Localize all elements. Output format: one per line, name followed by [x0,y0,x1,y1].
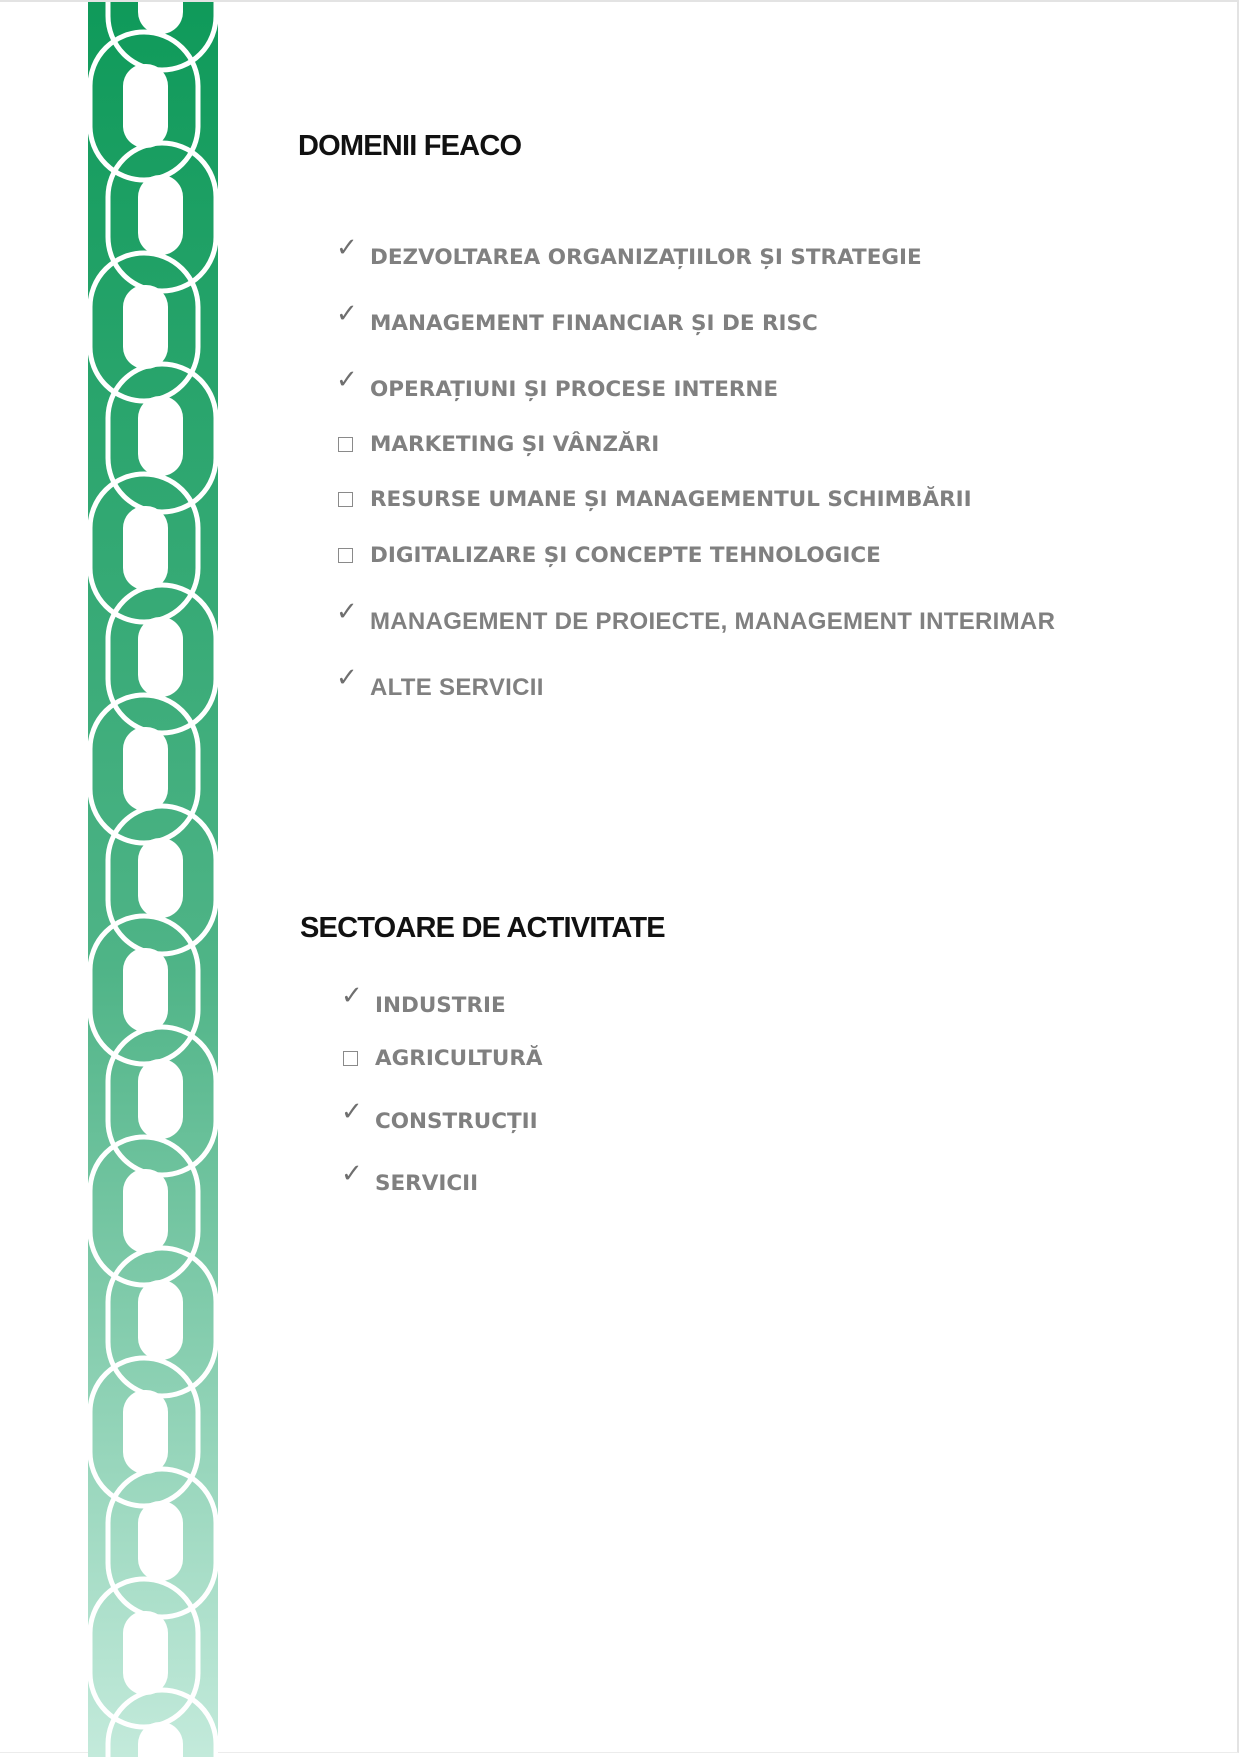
chain-link-hole [138,175,183,255]
list-item-label: DIGITALIZARE ȘI CONCEPTE TEHNOLOGICE [370,543,881,568]
list-item-label: MANAGEMENT FINANCIAR ȘI DE RISC [370,311,818,336]
chain-link-hole [123,948,168,1032]
list-item [336,311,818,337]
list-item-label: INDUSTRIE [375,993,506,1018]
chain-link-hole [123,1390,168,1474]
list-item-label: MARKETING ȘI VÂNZĂRI [370,432,660,457]
chain-link-hole [138,1059,183,1139]
decorative-chain-border [86,2,220,1757]
list-item [336,245,922,271]
check-icon [336,245,370,271]
check-icon [341,1171,375,1197]
list-item [341,993,506,1019]
list-item-label: CONSTRUCȚII [375,1109,538,1134]
list-item [341,1046,543,1072]
list-item-label: DEZVOLTAREA ORGANIZAȚIILOR ȘI STRATEGIE [370,245,922,270]
chain-link-hole [123,285,168,369]
list-item [336,543,881,569]
list-item-label: ALTE SERVICII [370,674,544,701]
chain-link-hole [138,396,183,476]
list-item [336,675,544,701]
empty-checkbox-icon [336,487,370,513]
list-item-label: SERVICII [375,1171,479,1196]
check-icon [341,1109,375,1135]
check-icon [336,675,370,701]
chain-link-hole [138,838,183,918]
empty-checkbox-icon [336,543,370,569]
list-item [341,1109,538,1135]
chain-link-hole [123,1611,168,1695]
check-icon [336,609,370,635]
chain-link-hole [138,617,183,697]
chain-link-hole [123,506,168,590]
list-item-label: MANAGEMENT DE PROIECTE, MANAGEMENT INTERIMAR [370,608,1056,635]
section-title-domenii: DOMENII FEACO [298,130,522,162]
chain-link-hole [138,1280,183,1360]
list-item-label: OPERAȚIUNI ȘI PROCESE INTERNE [370,377,779,402]
check-icon [341,993,375,1019]
list-item [341,1171,478,1197]
empty-checkbox-icon [341,1046,375,1072]
chain-link-hole [123,727,168,811]
chain-link-hole [138,1501,183,1581]
list-item-label: RESURSE UMANE ȘI MANAGEMENTUL SCHIMBĂRII [370,487,972,512]
chain-link-hole [123,1169,168,1253]
list-item-label: AGRICULTURĂ [375,1046,543,1071]
section-title-sectoare: SECTOARE DE ACTIVITATE [300,912,665,944]
list-item [336,432,659,458]
check-icon [336,311,370,337]
list-item [336,377,778,403]
list-item [336,609,1055,635]
chain-link-hole [123,64,168,148]
check-icon [336,377,370,403]
list-item [336,487,972,513]
empty-checkbox-icon [336,432,370,458]
